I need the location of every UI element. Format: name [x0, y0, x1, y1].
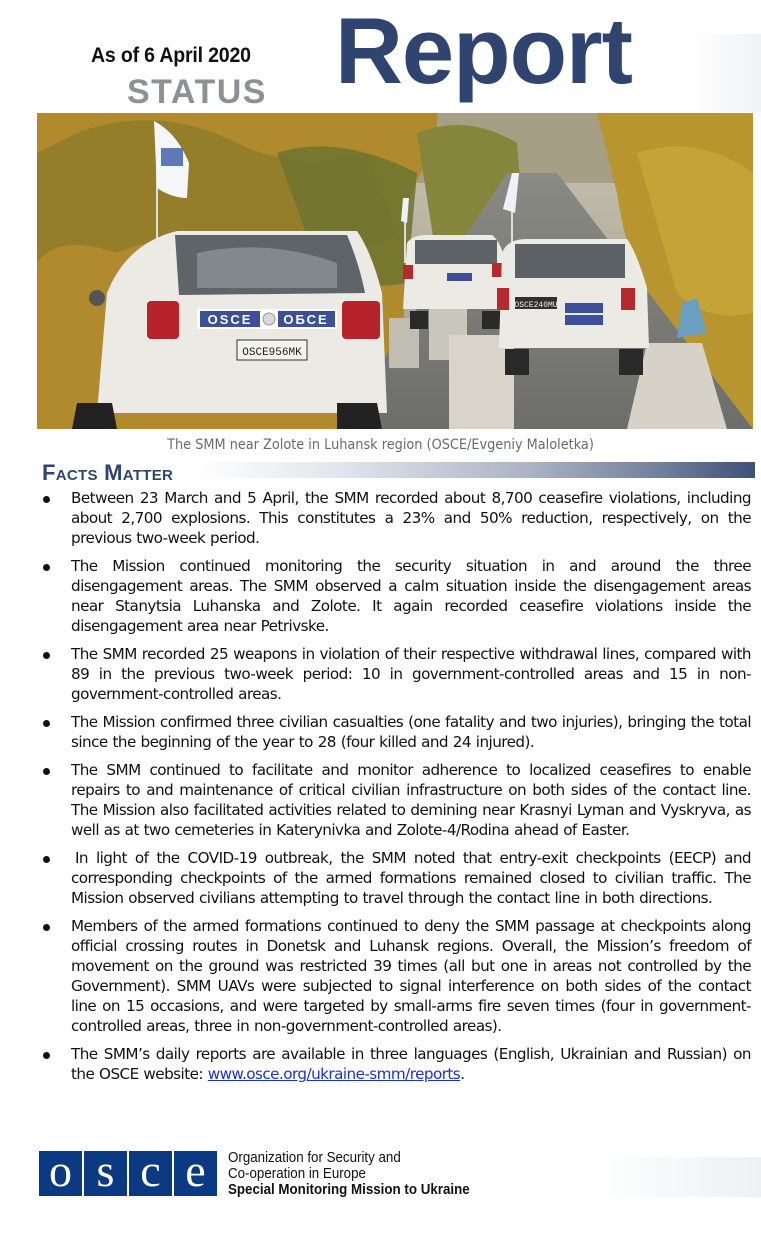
fact-item — [41, 760, 751, 840]
fact-item — [41, 488, 751, 548]
logo-letter: c — [129, 1151, 172, 1196]
fact-item — [41, 644, 751, 704]
organization-name — [228, 1150, 470, 1198]
bullet-icon — [43, 496, 50, 503]
bullet-icon — [43, 720, 50, 727]
photo-caption: The SMM near Zolote in Luhansk region (OSCE/Evgeniy Maloletka) — [167, 437, 594, 453]
facts-list — [41, 488, 751, 1092]
header-gradient-decoration — [690, 34, 761, 112]
logo-letter: o — [39, 1151, 82, 1196]
osce-vehicles-photo — [37, 113, 753, 429]
bullet-icon — [43, 924, 50, 931]
plate-far: OSCE240MU — [514, 301, 558, 310]
section-title: Facts Matter — [42, 460, 174, 485]
fact-item — [41, 848, 751, 908]
bullet-icon — [43, 1052, 50, 1059]
bullet-icon — [43, 856, 50, 863]
plate-near: OSCE956MK — [242, 347, 302, 359]
fact-text: The SMM recorded 25 weapons in violation of their respective withdrawal lines, compared with 89 in the previous two-week period: 10 in government-controlled areas and 15 in non-government-controlled areas. — [71, 645, 751, 703]
org-line-1: Organization for Security and — [228, 1150, 401, 1166]
footer-gradient-decoration — [592, 1157, 761, 1197]
hero-photo — [37, 113, 753, 429]
bullet-icon — [43, 768, 50, 775]
fact-text-end: . — [460, 1065, 465, 1083]
fact-text: The Mission continued monitoring the security situation in and around the three disengagement areas. The SMM observed a calm situation inside the disengagement areas near Stanytsia Luhanska and Zolote. It again recorded ceasefire violations inside the disengagement area near Petrivske. — [71, 557, 751, 635]
fact-text: The SMM’s daily reports are available in three languages (English, Ukrainian and Russian) on the OSCE website: — [71, 1045, 751, 1083]
fact-text: The Mission confirmed three civilian casualties (one fatality and two injuries), bringing the total since the beginning of the year to 28 (four killed and 24 injured). — [71, 713, 751, 751]
fact-text: Between 23 March and 5 April, the SMM recorded about 8,700 ceasefire violations, including about 2,700 explosions. This constitutes a 23% and 50% reduction, respectively, on the previous two-week period. — [71, 489, 751, 547]
report-date: As of 6 April 2020 — [91, 44, 251, 67]
bullet-icon — [43, 652, 50, 659]
fact-text: In light of the COVID-19 outbreak, the SMM noted that entry-exit checkpoints (EECP) and corresponding checkpoints of the armed formations remained closed to civilian traffic. The Mission observed civilians attempting to travel through the contact line in both directions. — [71, 849, 751, 907]
fact-item — [41, 1044, 751, 1084]
fact-item — [41, 916, 751, 1036]
section-header-bar — [195, 462, 755, 478]
vehicle-marking-cyrillic: ОБСЕ — [283, 312, 329, 327]
org-line-2: Co-operation in Europe — [228, 1166, 366, 1182]
vehicle-marking-latin: OSCE — [207, 312, 253, 327]
page-title: Report — [335, 0, 632, 103]
bullet-icon — [43, 564, 50, 571]
fact-item — [41, 712, 751, 752]
fact-text: The SMM continued to facilitate and monitor adherence to localized ceasefires to enable repairs to and maintenance of critical civilian infrastructure on both sides of the contact line. The Mission also facilitated activities related to demining near Krasnyi Lyman and Vyskryva, as well as at two cemeteries in Katerynivka and Zolote-4/Rodina ahead of Easter. — [71, 761, 751, 839]
logo-letter: e — [174, 1151, 217, 1196]
logo-letter: s — [84, 1151, 127, 1196]
status-label: STATUS — [127, 73, 267, 111]
fact-text: Members of the armed formations continued to deny the SMM passage at checkpoints along official crossing routes in Donetsk and Luhansk regions. Overall, the Mission’s freedom of movement on the ground was restricted 39 times (all but one in areas not controlled by the Government). SMM UAVs were subjected to signal interference on both sides of the contact line on 15 occasions, and were targeted by small-arms fire seven times (four in government-controlled areas, three in non-government-controlled areas). — [71, 917, 751, 1035]
osce-logo — [39, 1145, 217, 1196]
fact-item — [41, 556, 751, 636]
reports-link[interactable]: www.osce.org/ukraine-smm/reports — [207, 1065, 461, 1083]
mission-name: Special Monitoring Mission to Ukraine — [228, 1182, 470, 1198]
